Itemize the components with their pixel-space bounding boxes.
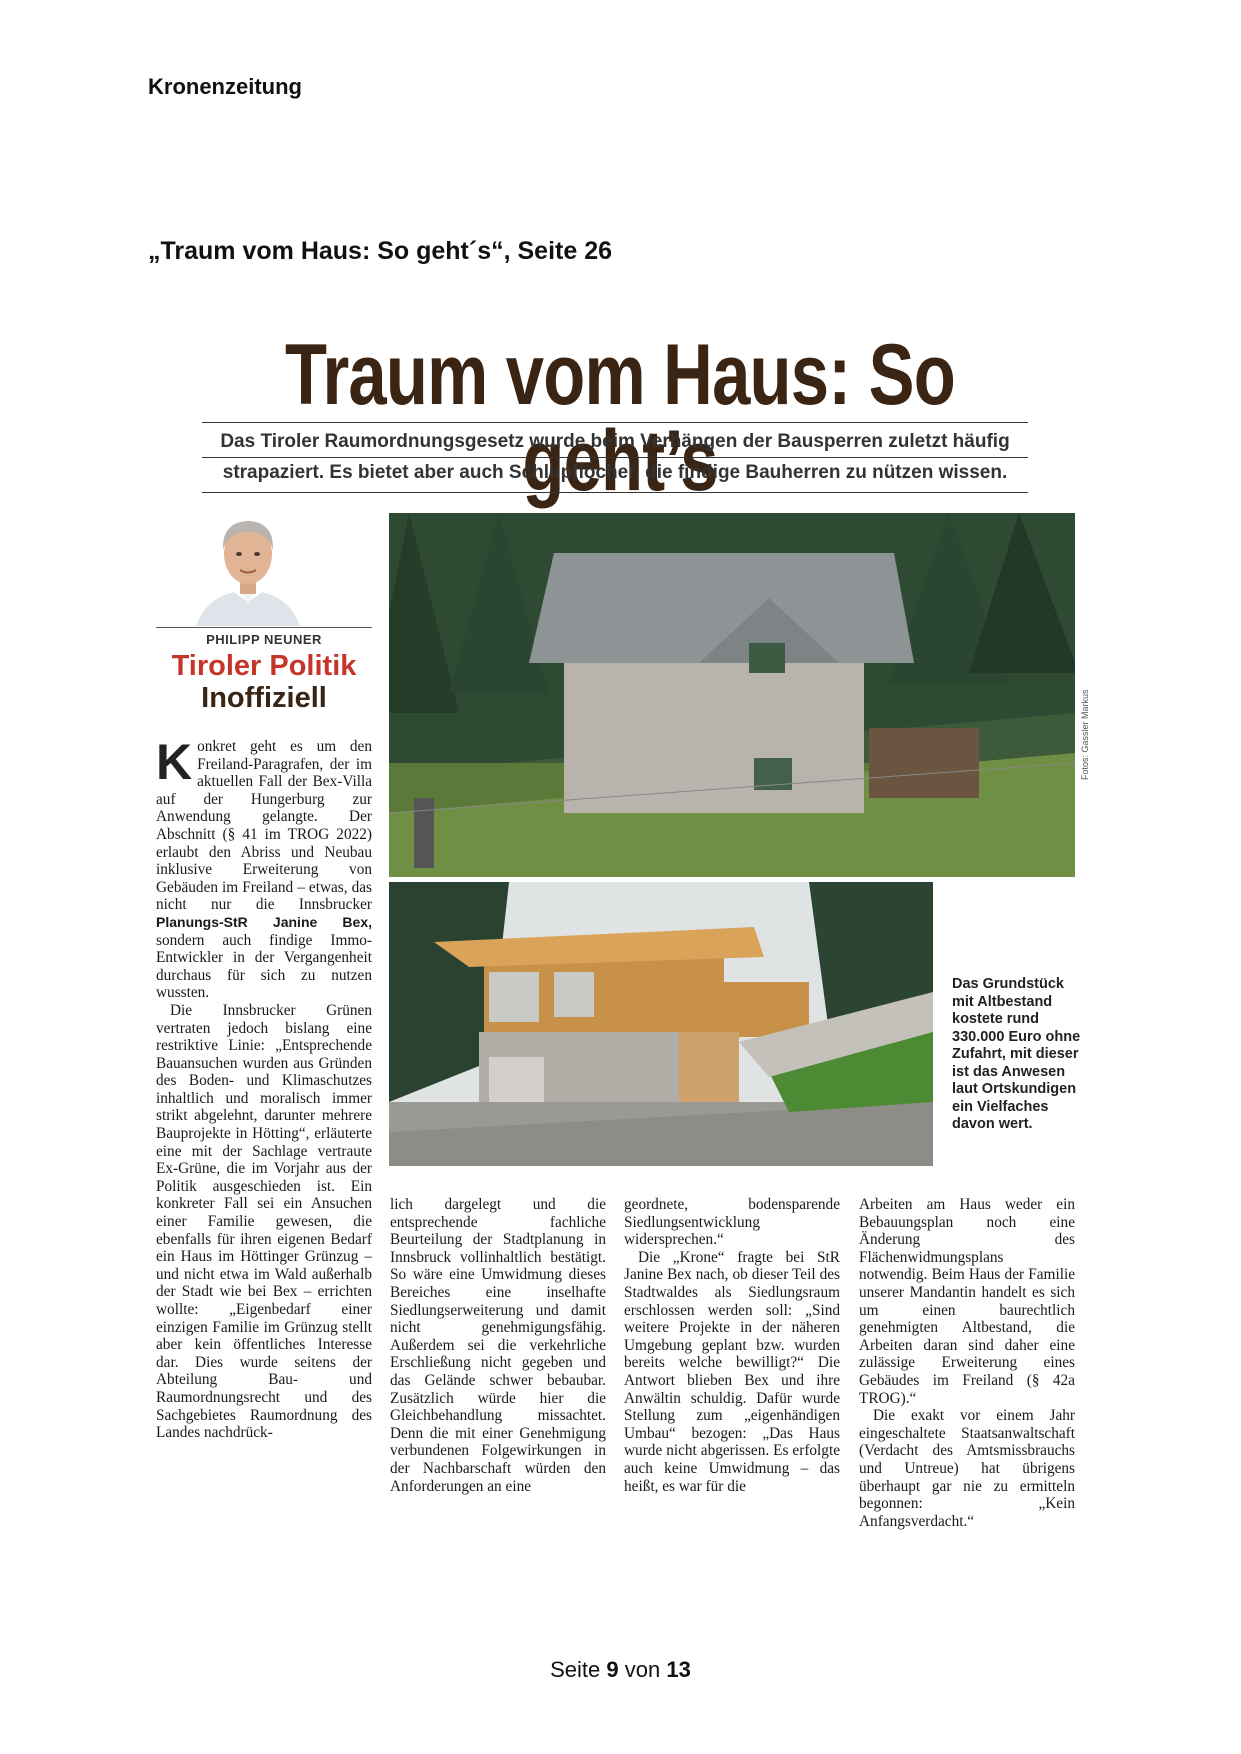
- rubric-title: Tiroler Politik: [171, 650, 357, 682]
- deck-line-2: strapaziert. Es bietet aber auch Schlupflöcher, die findige Bauherren zu nützen wissen.: [222, 462, 1008, 483]
- paragraph-1b: sondern auch findige Immo-Entwickler in der Vergangenheit durchaus für sich zu nutzen wussten.: [156, 931, 372, 1002]
- rubric-subtitle: Inoffiziell: [201, 682, 327, 714]
- paragraph-col4-2: Die exakt vor einem Jahr eingeschaltete Staatsanwaltschaft (Verdacht des Amtsmissbrauchs und Untreue) hat übrigens überhaupt gar nie zu ermitteln begonnen: „Kein Anfangsverdacht.“: [859, 1407, 1075, 1530]
- paragraph-2: Die Innsbrucker Grünen vertraten jedoch bislang eine restriktive Linie: „Entsprechende Bauansuchen wurden aus Gründen des Boden- und Klimaschutzes inhaltlich und moralisch immer strikt abgelehnt, darunter mehrere Bauprojekte in Hötting“, erläuterte eine mit der Sachlage vertraute Ex-Grüne, die im Vorjahr aus der Politik ausgeschieden ist. Ein konkreter Fall sei ein Ansuchen einer Familie gewesen, die ebenfalls für ihren eigenen Bedarf ein Haus im Höttinger Grünzug – und nicht etwa im Wald außerhalb der Stadt wie bei Bex – errichten wollte: „Eigenbedarf einer einzigen Familie im Grünzug stellt aber kein öffentliches Interesse dar. Dies wurde seitens der Abteilung Bau- und Raumordnungsrecht und des Sachgebietes Raumordnung des Landes nachdrück-: [156, 1001, 372, 1442]
- paragraph-col2: lich dargelegt und die entsprechende fachliche Beurteilung der Stadtplanung in Innsbruck vollinhaltlich bestätigt. So wäre eine Umwidmung dieses Bereiches eine inselhafte Siedlungserweiterung und damit nicht genehmigungsfähig. Außerdem sei die verkehrliche Erschließung nicht gegeben und das Gelände schwer bebaubar. Zusätzlich würde hier die Gleichbehandlung missachtet. Denn die mit einer Genehmigung verbundenen Folgewirkungen in der Nachbarschaft würden den Anforderungen an eine: [390, 1196, 606, 1495]
- dropcap: K: [156, 734, 193, 790]
- page-footer: [0, 1657, 1241, 1683]
- deck-line-1: Das Tiroler Raumordnungsgesetz wurde beim Verhängen der Bausperren zuletzt häufig: [202, 427, 1028, 458]
- article-column-4: [859, 1196, 1075, 1530]
- paragraph-1a: onkret geht es um den Freiland-Paragrafen, der im aktuellen Fall der Bex-Villa auf der Hungerburg zur Anwendung gelangte. Der Abschnitt (§ 41 im TROG 2022) erlaubt den Abriss und Neubau inklusive Erweiterung von Gebäuden im Freiland – etwas, das nicht nur die Innsbrucker: [156, 738, 372, 914]
- author-rule: [156, 627, 372, 628]
- article-column-3: [624, 1196, 840, 1495]
- footer-prefix: Seite: [550, 1657, 601, 1682]
- author-name: PHILIPP NEUNER: [206, 632, 322, 647]
- footer-middle: von: [624, 1657, 661, 1682]
- author-portrait: [196, 506, 300, 626]
- paragraph-col3-2: Die „Krone“ fragte bei StR Janine Bex nach, ob dieser Teil des Stadtwaldes als Siedlungsraum erschlossen werden soll: „Sind weitere Projekte in der näheren Umgebung geplant bzw. wurden bereits welche bewilligt?“ Die Antwort blieben Bex und ihre Anwältin schuldig. Dafür wurde Stellung zum „eigenhändigen Umbau“ bezogen: „Das Haus wurde nicht abgerissen. Es erfolgte auch keine Umwidmung – das heißt, es war für die: [624, 1248, 840, 1495]
- article-reference: „Traum vom Haus: So geht´s“, Seite 26: [148, 237, 613, 265]
- article-column-1-top: [156, 734, 372, 1442]
- paragraph-1-bold: Planungs-StR Janine Bex,: [156, 913, 372, 930]
- paragraph-col4-1: Arbeiten am Haus weder ein Bebauungsplan noch eine Änderung des Flächenwidmungsplans notwendig. Beim Haus der Familie unserer Mandantin handelt es sich um einen baurechtlich genehmigten Altbestand, die Arbeiten daran sind daher eine zulässige Erweiterung eines Gebäudes im Freiland (§ 42a TROG).“: [859, 1196, 1075, 1407]
- footer-page-total: 13: [666, 1657, 691, 1682]
- paragraph-col3-1: geordnete, bodensparende Siedlungsentwicklung widersprechen.“: [624, 1196, 840, 1249]
- headline: Traum vom Haus: So geht’s: [285, 327, 955, 509]
- photo-credit: Fotos: Gassler Markus: [1080, 689, 1090, 780]
- source-title: Kronenzeitung: [148, 74, 302, 99]
- deck: [202, 422, 1028, 493]
- photo-old-house: [389, 513, 1075, 877]
- article-column-2: [390, 1196, 606, 1495]
- photo-caption: Das Grundstück mit Altbestand kostete rund 330.000 Euro ohne Zufahrt, mit dieser ist das Anwesen laut Ortskundigen ein Vielfaches davon wert.: [952, 976, 1081, 1132]
- photo-new-house: [389, 882, 933, 1166]
- footer-page-number: 9: [606, 1657, 619, 1682]
